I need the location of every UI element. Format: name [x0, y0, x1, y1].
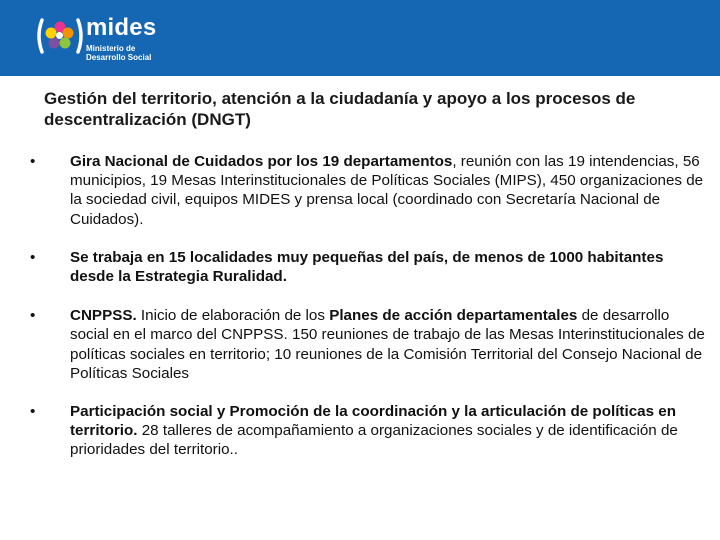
bullet-text-2: de desarrollo social en el marco del CNPPSS. 150 reuniones de trabajo de las Mesas Interinstitucionales de políticas sociales en territorio; 10 reuniones de la Comisión Territorial del Consejo Nacional de Políticas Sociales: [70, 307, 705, 382]
list-item: [30, 248, 710, 286]
mides-flower-icon: [36, 16, 84, 56]
bullet-text: Inicio de elaboración de los: [136, 307, 330, 325]
bullet-bold-text: Participación social y Promoción de la coordinación y la articulación de políticas en territorio.: [70, 403, 676, 440]
bullet-bold-text: CNPPSS.: [70, 307, 137, 325]
slide-title: Gestión del territorio, atención a la ciudadanía y apoyo a los procesos de descentralización (DNGT): [44, 89, 636, 129]
bullet-marker: •: [30, 307, 36, 325]
bullet-bold-text-2: Planes de acción departamentales: [329, 307, 578, 325]
brand-subtitle-line2: Desarrollo Social: [86, 53, 152, 62]
list-item: [30, 152, 710, 229]
list-item: [30, 306, 710, 383]
bullet-text: 28 talleres de acompañamiento a organizaciones sociales y de identificación de prioridades del territorio..: [70, 422, 678, 459]
bullet-list: [30, 152, 710, 479]
mides-logo[interactable]: [36, 12, 166, 64]
bullet-marker: •: [30, 248, 36, 266]
bullet-marker: •: [30, 153, 36, 170]
brand-subtitle: [86, 44, 151, 62]
bullet-bold-text: Se trabaja en 15 localidades muy pequeñas del país, de menos de 1000 habitantes desde la Estrategia Ruralidad.: [70, 248, 664, 286]
header-bar: [0, 0, 720, 76]
list-item: [30, 402, 710, 460]
brand-subtitle-line1: Ministerio de: [86, 44, 136, 53]
bullet-bold-text: Gira Nacional de Cuidados por los 19 departamentos: [70, 153, 453, 170]
bullet-marker: •: [30, 403, 36, 421]
bullet-text: , reunión con las 19 intendencias, 56 municipios, 19 Mesas Interinstitucionales de Políticas Sociales (MIPS), 450 organizaciones de la sociedad civil, equipos MIDES y prensa local (coordinado con Secretaría Nacional de Cuidados).: [70, 153, 704, 228]
brand-name: mides: [86, 14, 157, 41]
